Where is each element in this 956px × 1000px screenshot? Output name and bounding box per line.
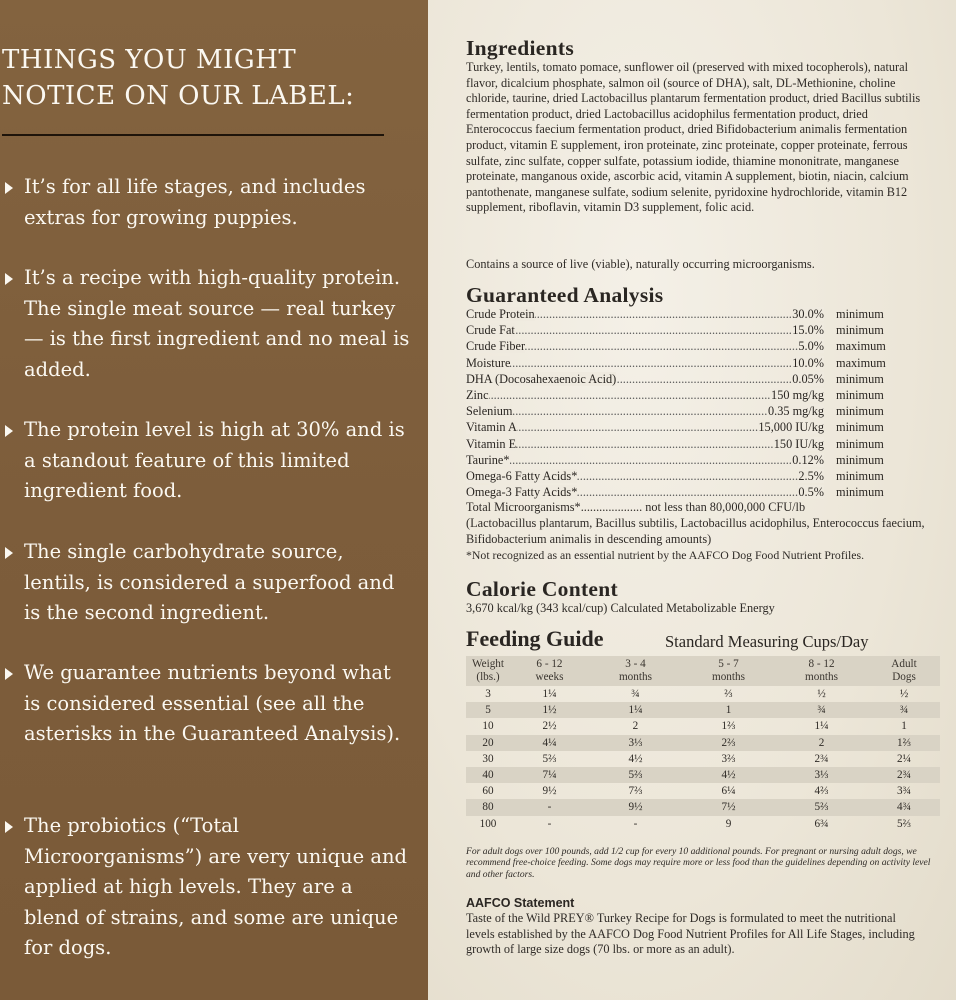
microorganisms-detail: (Lactobacillus plantarum, Bacillus subtilis, Lactobacillus acidophilus, Enterococcus faecium, Bifidobacterium animalis in descending amounts) (466, 516, 925, 546)
nutrient-name: Vitamin A (466, 420, 517, 435)
feeding-cell: 7⅔ (628, 785, 643, 798)
feeding-title: Feeding Guide (466, 626, 604, 651)
feeding-note: For adult dogs over 100 pounds, add 1/2 cup for every 10 additional pounds. For pregnant or nursing adult dogs, we recommend free-choice feeding. Some dogs may require more or less food than the guidelines depending on activity level and other factors. (466, 846, 931, 880)
feeding-cell: 1 (901, 720, 907, 733)
ingredients-text: Turkey, lentils, tomato pomace, sunflower oil (preserved with mixed tocopherols), natural flavor, dicalcium phosphate, salmon oil (source of DHA), salt, DL-Methionine, choline chloride, taurine, dried Lactobacillus plantarum fermentation product, dried Bacillus subtilis fermentation product, dried Lactobacillus acidophilus fermentation product, dried Enterococcus faecium fermentation product, dried Bifidobacterium animalis fermentation product, vitamin E supplement, iron proteinate, zinc proteinate, copper proteinate, ferrous sulfate, zinc sulfate, copper sulfate, potassium iodide, thiamine mononitrate, manganese proteinate, manganous oxide, ascorbic acid, vitamin A supplement, biotin, niacin, calcium pantothenate, manganese sulfate, sodium selenite, pyridoxine hydrochloride, vitamin B12 supplement, riboflavin, vitamin D3 supplement, folic acid. (466, 60, 921, 215)
leader-dots (466, 436, 824, 452)
analysis-row (466, 371, 936, 387)
feeding-cell: 2¾ (868, 767, 940, 783)
highlight-item (0, 263, 420, 385)
triangle-bullet-icon (5, 182, 13, 194)
nutrient-value: 10.0% (792, 355, 824, 370)
analysis-row (466, 419, 936, 435)
nutrient-name: Taurine* (466, 452, 510, 467)
feeding-row (466, 816, 940, 832)
feeding-cell: 2⅔ (682, 735, 775, 751)
highlight-item (0, 537, 420, 629)
analysis-row (466, 452, 936, 468)
nutrient-qualifier: minimum (836, 452, 884, 467)
nutrient-value: 30.0% (792, 307, 824, 321)
feeding-cell: 1⅔ (868, 735, 940, 751)
feeding-cell: ¾ (775, 702, 868, 718)
feeding-cell: 9 (725, 817, 732, 830)
nutrient-name: Crude Fat (466, 323, 515, 338)
nutrient-value: 0.5% (798, 485, 824, 500)
triangle-bullet-icon (5, 821, 13, 833)
nutrient-qualifier: minimum (836, 436, 884, 451)
highlight-item (0, 172, 420, 233)
nutrient-name: Zinc (466, 387, 489, 402)
nutrient-qualifier: minimum (836, 468, 884, 483)
feeding-cell: ⅔ (724, 688, 733, 701)
feeding-cell: 30 (482, 752, 494, 765)
highlights-panel (0, 0, 428, 1000)
feeding-header: 3 - 4 months (589, 656, 682, 686)
nutrient-value: 150 IU/kg (773, 436, 824, 451)
analysis-row (466, 436, 936, 452)
nutrient-qualifier: minimum (836, 485, 884, 500)
calorie-title: Calorie Content (466, 577, 618, 601)
nutrient-qualifier: maximum (836, 339, 886, 354)
nutrient-qualifier: minimum (836, 420, 884, 435)
nutrient-qualifier: minimum (836, 404, 884, 419)
feeding-cell: 2½ (542, 720, 557, 733)
feeding-cell: 4¾ (868, 799, 940, 815)
analysis-row (466, 338, 936, 354)
feeding-cell: 100 (479, 817, 497, 830)
triangle-bullet-icon (5, 425, 13, 437)
highlight-text: It’s for all life stages, and includes extras for growing puppies. (24, 175, 366, 229)
feeding-cell: 5⅔ (542, 752, 557, 765)
highlight-text: We guarantee nutrients beyond what is considered essential (see all the asterisks in the Guaranteed Analysis). (24, 661, 401, 745)
feeding-cell: - (547, 817, 552, 830)
feeding-cell: ½ (817, 688, 826, 701)
feeding-cell: 6¼ (721, 785, 736, 798)
feeding-cell: ¾ (868, 702, 940, 718)
feeding-cell: 1⅔ (721, 720, 736, 733)
feeding-cell: 3 (485, 688, 491, 701)
feeding-cell: 60 (482, 785, 494, 798)
microorganisms-line: Total Microorganisms*.................... not less than 80,000,000 CFU/lb (466, 500, 806, 514)
nutrient-value: 0.12% (792, 452, 824, 467)
nutrient-name: Moisture (466, 355, 511, 370)
feeding-subtitle: Standard Measuring Cups/Day (665, 632, 869, 651)
analysis-title: Guaranteed Analysis (466, 283, 664, 307)
leader-dots (466, 322, 824, 338)
analysis-row (466, 322, 936, 338)
feeding-cell: 3⅓ (589, 735, 682, 751)
highlight-item (0, 811, 420, 964)
feeding-cell: 5⅔ (589, 767, 682, 783)
nutrient-value: 0.05% (792, 371, 824, 386)
feeding-cell: 1¼ (814, 720, 829, 733)
feeding-row (466, 735, 940, 751)
analysis-row (466, 306, 936, 322)
feeding-cell: 5⅔ (897, 817, 912, 830)
ingredients-title: Ingredients (466, 36, 575, 60)
feeding-cell: 5 (466, 702, 510, 718)
feeding-row (466, 751, 940, 767)
highlight-text: The single carbohydrate source, lentils, is considered a superfood and is the second ingredient. (24, 540, 395, 624)
analysis-table (466, 306, 936, 500)
feeding-cell: 1¼ (542, 688, 557, 701)
nutrient-name: Omega-3 Fatty Acids* (466, 485, 578, 500)
feeding-header: 6 - 12 weeks (510, 656, 589, 686)
leader-dots (466, 452, 824, 468)
feeding-cell: 2¾ (814, 752, 829, 765)
feeding-cell: 4⅔ (814, 785, 829, 798)
feeding-cell: 20 (466, 735, 510, 751)
highlights-heading (2, 42, 412, 114)
feeding-header: Adult Dogs (868, 656, 940, 686)
heading-line-2: NOTICE ON OUR LABEL: (2, 81, 355, 111)
feeding-cell: 80 (466, 799, 510, 815)
feeding-cell: 6¾ (814, 817, 829, 830)
feeding-cell: 4½ (682, 767, 775, 783)
feeding-cell: 7¼ (510, 767, 589, 783)
feeding-cell: 3⅓ (775, 767, 868, 783)
leader-dots (466, 355, 824, 371)
nutrient-value: 150 mg/kg (771, 387, 824, 402)
feeding-cell: ¾ (631, 688, 640, 701)
heading-divider (2, 134, 384, 136)
feeding-cell: 4½ (628, 752, 643, 765)
feeding-cell: 1¼ (589, 702, 682, 718)
feeding-cell: 3¾ (897, 785, 912, 798)
highlight-text: It’s a recipe with high-quality protein. The single meat source — real turkey — is the first ingredient and no meal is added. (24, 266, 410, 381)
nutrient-value: 2.5% (798, 468, 824, 483)
feeding-cell: 40 (466, 767, 510, 783)
feeding-cell: 10 (482, 720, 494, 733)
microorganisms-note: Contains a source of live (viable), naturally occurring microorganisms. (466, 257, 815, 271)
nutrient-value: 15,000 IU/kg (758, 420, 824, 435)
feeding-cell: 9½ (542, 785, 557, 798)
feeding-cell: 4¼ (510, 735, 589, 751)
nutrient-value: 0.35 mg/kg (767, 404, 824, 419)
nutrient-value: 5.0% (798, 339, 824, 354)
nutrient-name: Vitamin E (466, 436, 517, 451)
feeding-row (466, 702, 940, 718)
analysis-row (466, 355, 936, 371)
nutrient-qualifier: minimum (836, 323, 884, 338)
highlight-item (0, 415, 420, 507)
feeding-cell: 2¼ (897, 752, 912, 765)
feeding-header: Weight (lbs.) (466, 656, 510, 686)
nutrient-qualifier: maximum (836, 355, 886, 370)
feeding-cell: 7½ (682, 799, 775, 815)
feeding-row (466, 718, 940, 734)
nutrient-name: DHA (Docosahexaenoic Acid) (466, 371, 617, 386)
triangle-bullet-icon (5, 668, 13, 680)
analysis-row (466, 403, 936, 419)
aafco-text: Taste of the Wild PREY® Turkey Recipe for Dogs is formulated to meet the nutritional levels established by the AAFCO Dog Food Nutrient Profiles for All Life Stages, including growth of large size dogs (70 lbs. or more as an adult). (466, 911, 915, 956)
feeding-cell: 1 (682, 702, 775, 718)
feeding-cell: ½ (899, 688, 909, 701)
nutrient-qualifier: minimum (836, 371, 884, 386)
feeding-header: 5 - 7 months (682, 656, 775, 686)
nutrient-name: Crude Fiber (466, 339, 526, 354)
feeding-row (466, 783, 940, 799)
analysis-row (466, 484, 936, 500)
highlight-item (0, 658, 420, 750)
nutrient-name: Selenium (466, 404, 513, 419)
nutrient-name: Crude Protein (466, 307, 535, 321)
aafco-title: AAFCO Statement (466, 896, 575, 910)
nutrient-value: 15.0% (792, 323, 824, 338)
nutrient-qualifier: minimum (836, 387, 884, 402)
nutrient-qualifier: minimum (836, 307, 884, 321)
heading-line-1: THINGS YOU MIGHT (2, 45, 297, 75)
analysis-row (466, 468, 936, 484)
nutrient-name: Omega-6 Fatty Acids* (466, 468, 578, 483)
highlight-text: The protein level is high at 30% and is a standout feature of this limited ingredient food. (24, 418, 405, 502)
feeding-table (466, 656, 940, 832)
analysis-row (466, 387, 936, 403)
calorie-text: 3,670 kcal/kg (343 kcal/cup) Calculated Metabolizable Energy (466, 601, 775, 615)
analysis-footnote: *Not recognized as an essential nutrient by the AAFCO Dog Food Nutrient Profiles. (466, 548, 865, 562)
feeding-cell: 2 (775, 735, 868, 751)
feeding-cell: - (633, 817, 638, 830)
feeding-cell: 1½ (510, 702, 589, 718)
feeding-header: 8 - 12 months (775, 656, 868, 686)
feeding-row (466, 767, 940, 783)
highlight-text: The probiotics (“Total Microorganisms”) are very unique and applied at high levels. They are a blend of strains, and some are unique for dogs. (24, 814, 408, 959)
label-panel (428, 0, 956, 1000)
feeding-cell: 3⅔ (721, 752, 736, 765)
triangle-bullet-icon (5, 273, 13, 285)
triangle-bullet-icon (5, 547, 13, 559)
feeding-cell: 9½ (589, 799, 682, 815)
feeding-cell: 2 (632, 720, 639, 733)
feeding-cell: - (510, 799, 589, 815)
feeding-cell: 5⅔ (775, 799, 868, 815)
feeding-row (466, 686, 940, 702)
feeding-row (466, 799, 940, 815)
